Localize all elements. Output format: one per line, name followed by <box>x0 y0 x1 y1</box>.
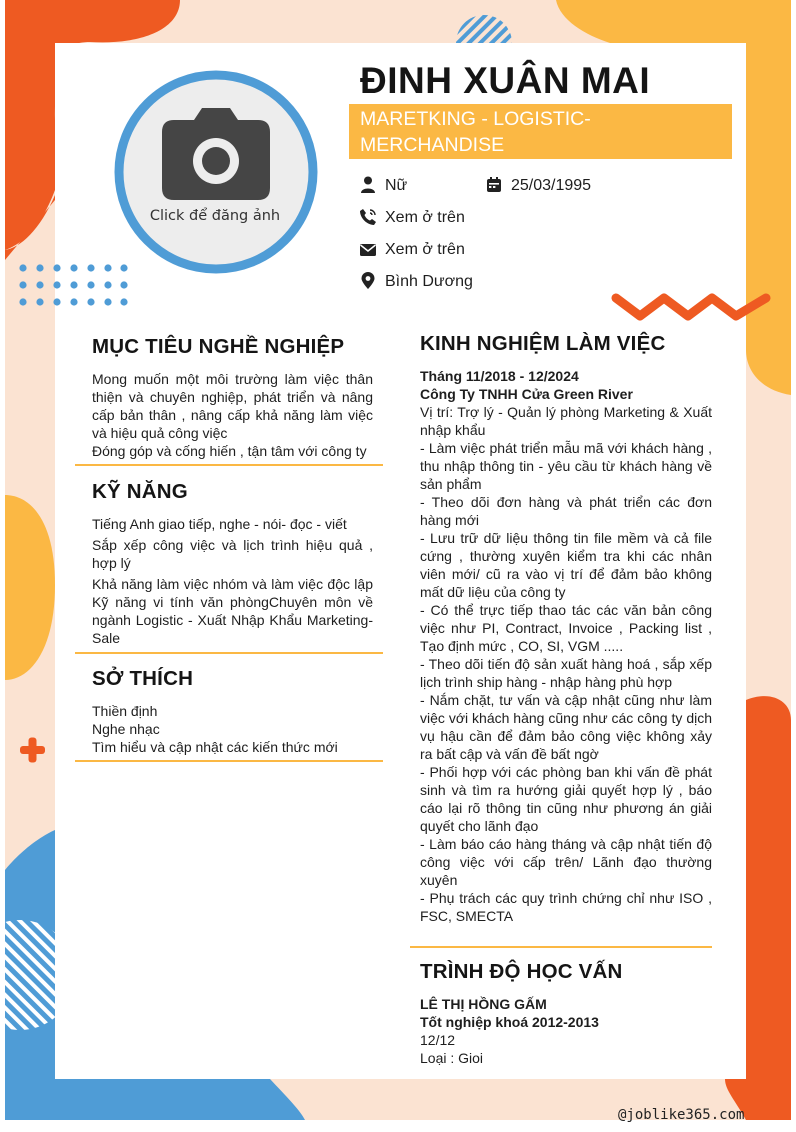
objective-line: Mong muốn một môi trường làm việc thân thiện và chuyên nghiệp, phát triển và nâng cấp bản thân , nâng cấp khả năng làm việc và hiệu quả công việc <box>92 371 373 441</box>
hobby-line: Thiền định <box>92 703 158 719</box>
candidate-role: MARETKING - LOGISTIC- MERCHANDISE <box>360 108 591 156</box>
skills-text <box>92 515 373 647</box>
skill-line: Tiếng Anh giao tiếp, nghe - nói- đọc - viết <box>92 516 347 532</box>
hobby-line: Tìm hiểu và cập nhật các kiến thức mới <box>92 739 338 755</box>
map-pin-icon <box>359 272 377 290</box>
objective-line: Đóng góp và cống hiến , tận tâm với công ty <box>92 443 367 459</box>
education-heading: TRÌNH ĐỘ HỌC VẤN <box>420 960 623 983</box>
experience-line: - Có thể trực tiếp thao tác các văn bản công việc như PI, Contract, Invoice , Packing list , Tạo định mức , CO, SI, VGM ..... <box>420 602 712 654</box>
education-text <box>420 995 712 1067</box>
education-grade: 12/12 <box>420 1032 456 1048</box>
email-value: Xem ở trên <box>385 241 465 258</box>
section-divider <box>75 464 383 466</box>
user-icon <box>359 176 377 194</box>
envelope-icon <box>359 241 377 259</box>
experience-line: - Làm việc phát triển mẫu mã với khách hàng , thu nhập thông tin - yêu cầu từ khách hàng về sản phẩm <box>420 440 712 492</box>
phone-value: Xem ở trên <box>385 209 465 226</box>
skill-line: Sắp xếp công việc và lịch trình hiệu quả , hợp lý <box>92 537 373 571</box>
experience-line: - Theo dõi tiến độ sản xuất hàng hoá , sắp xếp lịch trình ship hàng - nhập hàng phù hợp <box>420 656 712 690</box>
hobbies-text <box>92 702 373 756</box>
section-divider <box>75 652 383 654</box>
experience-line: - Phối hợp với các phòng ban khi vấn đề phát sinh và tìm ra hướng giải quyết hợp lý , báo cáo lại rõ thông tin cũng như phương án giải quyết cho lãnh đạo <box>420 764 712 834</box>
experience-period: Tháng 11/2018 - 12/2024 <box>420 368 579 384</box>
experience-heading: KINH NGHIỆM LÀM VIỆC <box>420 332 666 355</box>
candidate-name: ĐINH XUÂN MAI <box>360 60 651 101</box>
experience-company: Công Ty TNHH Cửa Green River <box>420 386 633 402</box>
phone-icon <box>359 208 377 226</box>
section-divider <box>75 760 383 762</box>
hobby-line: Nghe nhạc <box>92 721 160 737</box>
watermark: @joblike365.com <box>618 1107 745 1123</box>
hobbies-heading: SỞ THÍCH <box>92 667 194 690</box>
avatar[interactable] <box>119 75 313 269</box>
avatar-upload-label[interactable]: Click để đăng ảnh <box>149 208 281 224</box>
objective-text <box>92 370 373 460</box>
education-school: LÊ THỊ HỒNG GẤM <box>420 996 547 1012</box>
address-value: Bình Dương <box>385 273 473 290</box>
birthday-value: 25/03/1995 <box>511 177 592 194</box>
experience-line: - Nắm chặt, tư vấn và cập nhật cũng như làm việc với khách hàng cũng như các công ty dịch vụ hậu cần để đảm bảo công việc không xảy ra bất cập và vấn đề bất ngờ <box>420 692 712 762</box>
objective-heading: MỤC TIÊU NGHỀ NGHIỆP <box>92 335 345 358</box>
gender-value: Nữ <box>385 177 408 194</box>
experience-line: - Theo dõi đơn hàng và phát triển các đơn hàng mới <box>420 494 712 528</box>
experience-text <box>420 367 712 925</box>
experience-line: - Làm báo cáo hàng tháng và cập nhật tiến độ công việc với cấp trên/ Lãnh đạo thường xuyên <box>420 836 712 888</box>
section-divider <box>410 946 712 948</box>
camera-icon <box>162 108 270 200</box>
experience-line: - Lưu trữ dữ liệu thông tin file mềm và cả file cứng , thường xuyên kiểm tra khi các nhân viên mới/ cũ ra vào vị trí để đảm bảo không mất dữ liệu của công ty <box>420 530 712 600</box>
education-course: Tốt nghiệp khoá 2012-2013 <box>420 1014 599 1030</box>
education-rank: Loại : Gioi <box>420 1050 484 1066</box>
skills-heading: KỸ NĂNG <box>92 480 188 503</box>
skill-line: Khả năng làm việc nhóm và làm việc độc lập Kỹ năng vi tính văn phòngChuyên môn về ngành Logistic - Xuất Nhập Khẩu Marketing-Sale <box>92 576 373 646</box>
calendar-icon <box>485 176 503 194</box>
experience-line: Vị trí: Trợ lý - Quản lý phòng Marketing & Xuất nhập khẩu <box>420 404 712 438</box>
experience-line: - Phụ trách các quy trình chứng chỉ như ISO , FSC, SMECTA <box>420 890 712 924</box>
